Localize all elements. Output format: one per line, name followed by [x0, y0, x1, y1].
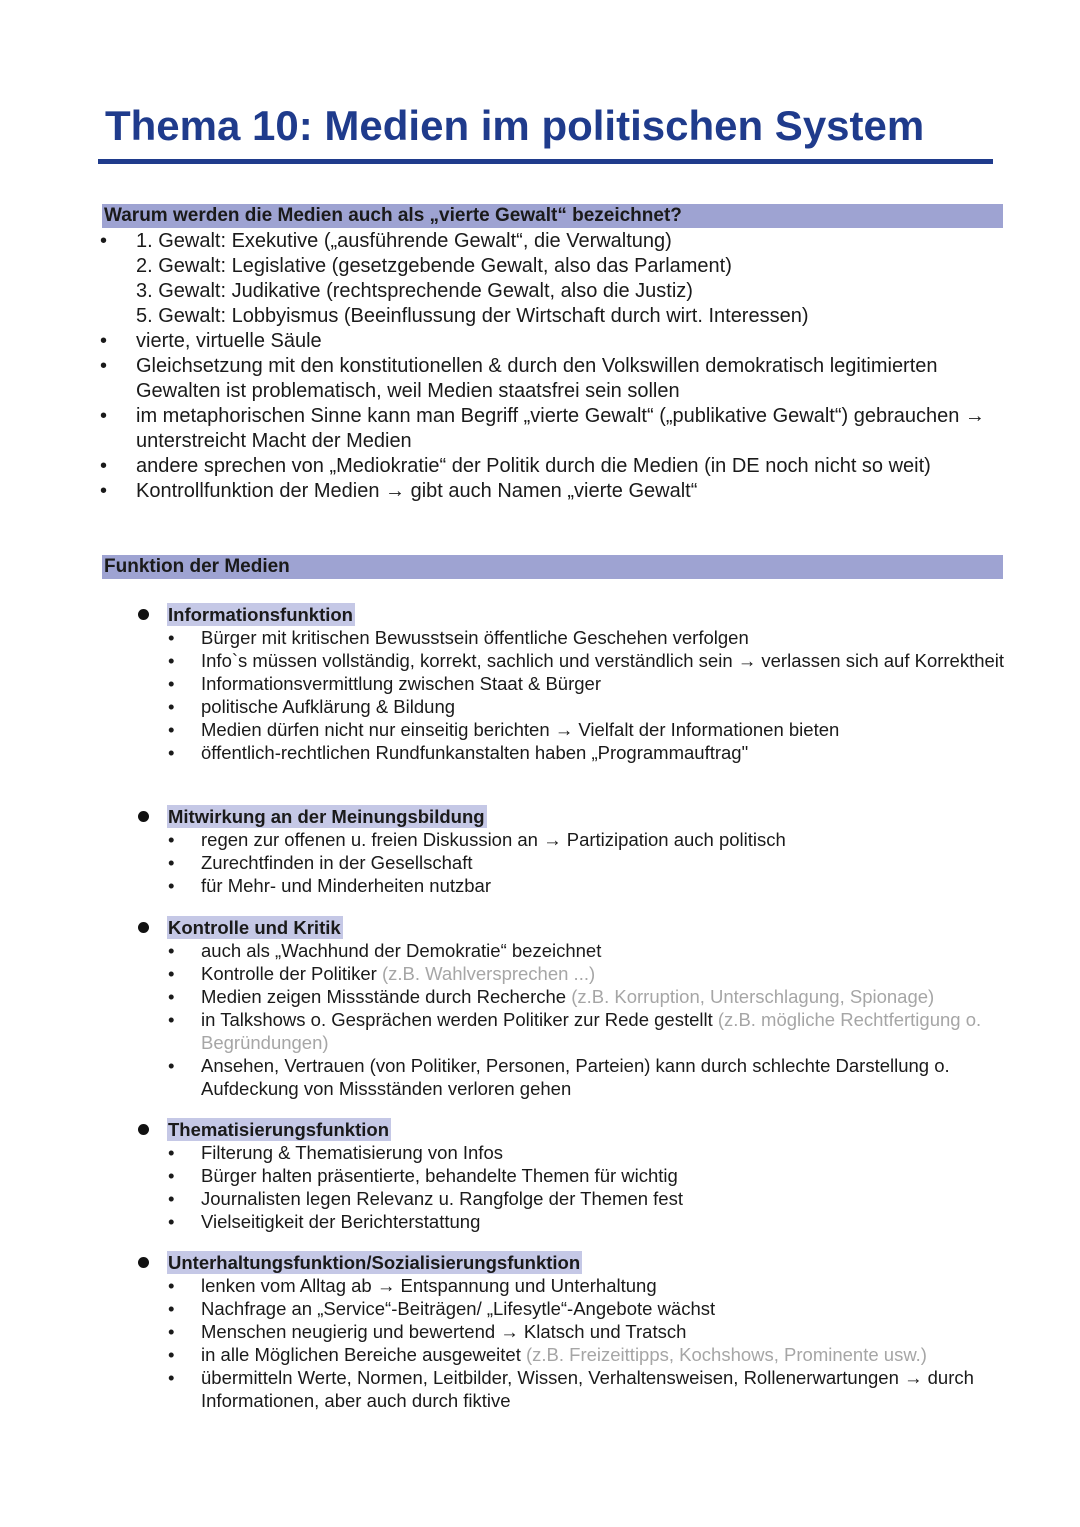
- item-text: Kontrolle der Politiker: [201, 963, 382, 984]
- list-item: [136, 962, 1006, 985]
- bullet-icon: •: [168, 852, 175, 873]
- list-item: [96, 329, 996, 354]
- bullet-icon: •: [168, 1344, 175, 1365]
- list-item: [136, 828, 1006, 851]
- list-item: [136, 985, 1006, 1008]
- section-heading-funktion-der-medien: Funktion der Medien: [102, 555, 1003, 579]
- list-item: [136, 718, 1006, 741]
- subsection-title: Thematisierungsfunktion: [168, 1119, 389, 1140]
- list-item-text: Gleichsetzung mit den konstitutionellen & durch den Volkswillen demokratisch legitimierten Gewalten ist problematisch, weil Medien staatsfrei sein sollen: [136, 355, 938, 402]
- list-item: [136, 626, 1006, 649]
- bullet-icon: •: [168, 1055, 175, 1076]
- section-heading-vierte-gewalt: Warum werden die Medien auch als „vierte Gewalt“ bezeichnet?: [102, 204, 1003, 228]
- bullet-dot-icon: [138, 922, 149, 933]
- list-item: [136, 939, 1006, 962]
- list-item-text: Kontrollfunktion der Medien → gibt auch Namen „vierte Gewalt“: [136, 480, 698, 502]
- subsection-header: [136, 1118, 1006, 1141]
- list-item-text: andere sprechen von „Mediokratie“ der Politik durch die Medien (in DE noch nicht so weit): [136, 455, 931, 477]
- subsection-title: Informationsfunktion: [168, 604, 353, 625]
- bullet-dot-icon: [138, 609, 149, 620]
- bullet-icon: •: [168, 963, 175, 984]
- item-text: Filterung & Thematisierung von Infos: [201, 1142, 503, 1163]
- list-item: [136, 1366, 1006, 1412]
- title-underline: [98, 159, 993, 164]
- bullet-icon: •: [168, 742, 175, 763]
- bullet-dot-icon: [138, 811, 149, 822]
- page-title: Thema 10: Medien im politischen System: [105, 102, 925, 149]
- bullet-dot-icon: [138, 1124, 149, 1135]
- list-item: [136, 741, 1006, 764]
- list-item: [136, 1054, 1006, 1100]
- item-text: öffentlich-rechtlichen Rundfunkanstalten haben „Programmauftrag": [201, 742, 749, 763]
- subsection-list: [136, 1141, 1006, 1233]
- bullet-icon: •: [168, 875, 175, 896]
- item-text: Bürger mit kritischen Bewusstsein öffentliche Geschehen verfolgen: [201, 627, 749, 648]
- subsection-header: [136, 603, 1006, 626]
- subsection-thematisierungsfunktion: [136, 1118, 1006, 1233]
- item-text: Medien dürfen nicht nur einseitig berichten → Vielfalt der Informationen bieten: [201, 719, 840, 740]
- list-item-text: vierte, virtuelle Säule: [136, 330, 322, 352]
- gewalt-line: 1. Gewalt: Exekutive („ausführende Gewalt“, die Verwaltung): [136, 230, 672, 252]
- list-item: [96, 479, 996, 504]
- vierte-gewalt-list: [96, 229, 996, 504]
- subsection-title: Kontrolle und Kritik: [168, 917, 341, 938]
- list-item: [96, 354, 996, 404]
- list-item: [136, 672, 1006, 695]
- list-item: [136, 1008, 1006, 1054]
- gewalt-line: 5. Gewalt: Lobbyismus (Beeinflussung der Wirtschaft durch wirt. Interessen): [136, 305, 809, 327]
- list-item: [136, 1343, 1006, 1366]
- subsection-title: Unterhaltungsfunktion/Sozialisierungsfunktion: [168, 1252, 581, 1273]
- bullet-icon: •: [100, 355, 108, 377]
- bullet-icon: •: [168, 719, 175, 740]
- item-text: Vielseitigkeit der Berichterstattung: [201, 1211, 481, 1232]
- example-note: (z.B. mögliche Rechtfertigung o. Begründungen): [201, 1009, 982, 1053]
- list-item: [136, 851, 1006, 874]
- subsection-unterhaltungsfunktion: [136, 1251, 1006, 1412]
- item-text: lenken vom Alltag ab → Entspannung und Unterhaltung: [201, 1275, 657, 1296]
- gewalt-line: 2. Gewalt: Legislative (gesetzgebende Gewalt, also das Parlament): [136, 255, 732, 277]
- bullet-icon: •: [168, 1009, 175, 1030]
- subsection-list: [136, 626, 1006, 764]
- bullet-icon: •: [168, 1188, 175, 1209]
- subsection-header: [136, 1251, 1006, 1274]
- item-text: Medien zeigen Missstände durch Recherche: [201, 986, 572, 1007]
- bullet-icon: •: [168, 627, 175, 648]
- list-item: [136, 1164, 1006, 1187]
- list-item: [136, 1320, 1006, 1343]
- list-item: [136, 1210, 1006, 1233]
- list-item: [136, 874, 1006, 897]
- subsection-title: Mitwirkung an der Meinungsbildung: [168, 806, 485, 827]
- item-text: in alle Möglichen Bereiche ausgeweitet: [201, 1344, 526, 1365]
- bullet-icon: •: [100, 230, 108, 252]
- bullet-icon: •: [168, 1298, 175, 1319]
- item-text: Menschen neugierig und bewertend → Klatsch und Tratsch: [201, 1321, 687, 1342]
- bullet-dot-icon: [138, 1257, 149, 1268]
- item-text: regen zur offenen u. freien Diskussion an → Partizipation auch politisch: [201, 829, 786, 850]
- bullet-icon: •: [168, 1275, 175, 1296]
- bullet-icon: •: [168, 986, 175, 1007]
- item-text: in Talkshows o. Gesprächen werden Politiker zur Rede gestellt: [201, 1009, 718, 1030]
- subsection-informationsfunktion: [136, 603, 1006, 764]
- subsection-meinungsbildung: [136, 805, 1006, 897]
- subsection-header: [136, 916, 1006, 939]
- item-text: Informationsvermittlung zwischen Staat & Bürger: [201, 673, 601, 694]
- list-item: [96, 454, 996, 479]
- bullet-icon: •: [168, 940, 175, 961]
- item-text: auch als „Wachhund der Demokratie“ bezeichnet: [201, 940, 602, 961]
- bullet-icon: •: [100, 330, 108, 352]
- item-text: Journalisten legen Relevanz u. Rangfolge der Themen fest: [201, 1188, 683, 1209]
- example-note: (z.B. Korruption, Unterschlagung, Spionage): [571, 986, 935, 1007]
- example-note: (z.B. Freizeittipps, Kochshows, Prominente usw.): [525, 1344, 927, 1365]
- list-item: [136, 1141, 1006, 1164]
- bullet-icon: •: [168, 1165, 175, 1186]
- item-text: übermitteln Werte, Normen, Leitbilder, Wissen, Verhaltensweisen, Rollenerwartungen → durch Informationen, aber auch durch fiktive: [201, 1367, 974, 1411]
- subsection-list: [136, 828, 1006, 897]
- item-text: für Mehr- und Minderheiten nutzbar: [201, 875, 491, 896]
- list-item: [136, 695, 1006, 718]
- list-item: [136, 1187, 1006, 1210]
- bullet-icon: •: [168, 650, 175, 671]
- item-text: Ansehen, Vertrauen (von Politiker, Personen, Parteien) kann durch schlechte Darstellung o. Aufdeckung von Missständen verloren gehen: [201, 1055, 950, 1099]
- bullet-icon: •: [168, 696, 175, 717]
- bullet-icon: •: [168, 1211, 175, 1232]
- item-text: politische Aufklärung & Bildung: [201, 696, 456, 717]
- list-item-text: im metaphorischen Sinne kann man Begriff „vierte Gewalt“ („publikative Gewalt“) gebrauchen → unterstreicht Macht der Medien: [136, 405, 985, 452]
- bullet-icon: •: [168, 1367, 175, 1388]
- bullet-icon: •: [168, 829, 175, 850]
- item-text: Bürger halten präsentierte, behandelte Themen für wichtig: [201, 1165, 678, 1186]
- subsection-list: [136, 1274, 1006, 1412]
- bullet-icon: •: [168, 1321, 175, 1342]
- subsection-list: [136, 939, 1006, 1100]
- list-item: [136, 649, 1006, 672]
- list-item: [136, 1297, 1006, 1320]
- bullet-icon: •: [100, 455, 108, 477]
- list-item: [96, 229, 996, 329]
- subsection-kontrolle-und-kritik: [136, 916, 1006, 1100]
- bullet-icon: •: [100, 405, 108, 427]
- item-text: Nachfrage an „Service“-Beiträgen/ „Lifesytle“-Angebote wächst: [201, 1298, 716, 1319]
- bullet-icon: •: [168, 1142, 175, 1163]
- list-item: [136, 1274, 1006, 1297]
- list-item: [96, 404, 996, 454]
- gewalt-line: 3. Gewalt: Judikative (rechtsprechende Gewalt, also die Justiz): [136, 280, 693, 302]
- bullet-icon: •: [168, 673, 175, 694]
- bullet-icon: •: [100, 480, 108, 502]
- example-note: (z.B. Wahlversprechen ...): [381, 963, 596, 984]
- item-text: Zurechtfinden in der Gesellschaft: [201, 852, 473, 873]
- subsection-header: [136, 805, 1006, 828]
- item-text: Info`s müssen vollständig, korrekt, sachlich und verständlich sein → verlassen sich auf Korrektheit: [201, 650, 1005, 671]
